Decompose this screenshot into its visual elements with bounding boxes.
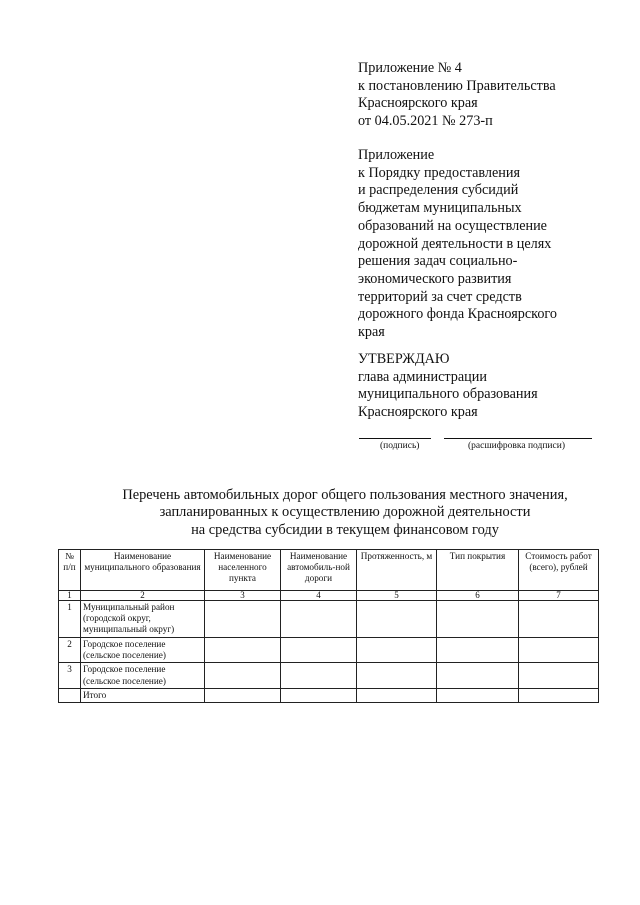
column-number: 7: [519, 591, 599, 601]
appendix-order-line: бюджетам муниципальных: [358, 200, 522, 217]
road-cell: [281, 663, 357, 688]
surface-type-cell: [437, 663, 519, 688]
column-header: Наименование муниципального образования: [81, 550, 205, 591]
municipality-name: Городское поселение (сельское поселение): [81, 663, 205, 688]
settlement-cell: [205, 601, 281, 638]
surface-type-cell: [437, 601, 519, 638]
appendix-order-line: образований на осуществление: [358, 217, 547, 234]
table-header-row: [59, 550, 599, 591]
row-number: 2: [59, 638, 81, 663]
signature-decoding-line: [444, 438, 592, 439]
appendix-4-line: от 04.05.2021 № 273-п: [358, 113, 493, 130]
column-number: 6: [437, 591, 519, 601]
appendix-order-line: дорожного фонда Красноярского: [358, 306, 557, 323]
column-number: 3: [205, 591, 281, 601]
total-number-cell: [59, 688, 81, 702]
total-cost-cell: [519, 688, 599, 702]
signature-label: (подпись): [380, 441, 420, 451]
appendix-order-header: [358, 147, 557, 342]
row-number: 3: [59, 663, 81, 688]
list-title: [95, 487, 595, 539]
table-row: [59, 638, 599, 663]
column-header: № п/п: [59, 550, 81, 591]
table-row: [59, 663, 599, 688]
appendix-order-line: территорий за счет средств: [358, 288, 522, 305]
total-length-cell: [357, 688, 437, 702]
municipality-name: Городское поселение (сельское поселение): [81, 638, 205, 663]
appendix-order-line: дорожной деятельности в целях: [358, 235, 552, 252]
list-title-line: на средства субсидии в текущем финансовом году: [191, 521, 499, 538]
appendix-4-line: к постановлению Правительства: [358, 77, 556, 94]
list-title-line: запланированных к осуществлению дорожной деятельности: [159, 504, 531, 521]
list-title-line: Перечень автомобильных дорог общего пользования местного значения,: [122, 487, 568, 503]
road-cell: [281, 601, 357, 638]
appendix-order-line: экономического развития: [358, 270, 512, 287]
column-header: Наименование населенного пункта: [205, 550, 281, 591]
signature-decoding-label: (расшифровка подписи): [468, 441, 565, 451]
appendix-order-line: и распределения субсидий: [358, 182, 519, 199]
total-road-cell: [281, 688, 357, 702]
roads-table: [58, 549, 599, 703]
total-label: Итого: [81, 688, 205, 702]
length-cell: [357, 638, 437, 663]
approval-line: Красноярского края: [358, 404, 478, 421]
row-number: 1: [59, 601, 81, 638]
road-cell: [281, 638, 357, 663]
column-number: 4: [281, 591, 357, 601]
cost-cell: [519, 601, 599, 638]
appendix-4-line: Красноярского края: [358, 95, 478, 112]
appendix-order-line: Приложение: [358, 147, 435, 163]
settlement-cell: [205, 638, 281, 663]
length-cell: [357, 601, 437, 638]
appendix-order-line: к Порядку предоставления: [358, 164, 520, 181]
cost-cell: [519, 638, 599, 663]
total-row: [59, 688, 599, 702]
cost-cell: [519, 663, 599, 688]
total-settlement-cell: [205, 688, 281, 702]
municipality-name: Муниципальный район (городской округ, муниципальный округ): [81, 601, 205, 638]
length-cell: [357, 663, 437, 688]
approval-heading: УТВЕРЖДАЮ: [358, 351, 450, 367]
approval-line: глава администрации: [358, 368, 487, 385]
approval-line: муниципального образования: [358, 386, 538, 403]
column-number-row: [59, 591, 599, 601]
appendix-4-header: [358, 60, 556, 131]
column-header: Наименование автомобиль-ной дороги: [281, 550, 357, 591]
signature-line: [359, 438, 431, 439]
column-number: 2: [81, 591, 205, 601]
column-header: Тип покрытия: [437, 550, 519, 591]
appendix-order-line: решения задач социально-: [358, 253, 518, 270]
settlement-cell: [205, 663, 281, 688]
surface-type-cell: [437, 638, 519, 663]
appendix-4-line: Приложение № 4: [358, 60, 462, 76]
table-row: [59, 601, 599, 638]
appendix-order-line: края: [358, 324, 385, 341]
column-number: 1: [59, 591, 81, 601]
column-header: Протяженность, м: [357, 550, 437, 591]
column-header: Стоимость работ (всего), рублей: [519, 550, 599, 591]
approval-block: [358, 351, 538, 422]
total-surface-type-cell: [437, 688, 519, 702]
column-number: 5: [357, 591, 437, 601]
